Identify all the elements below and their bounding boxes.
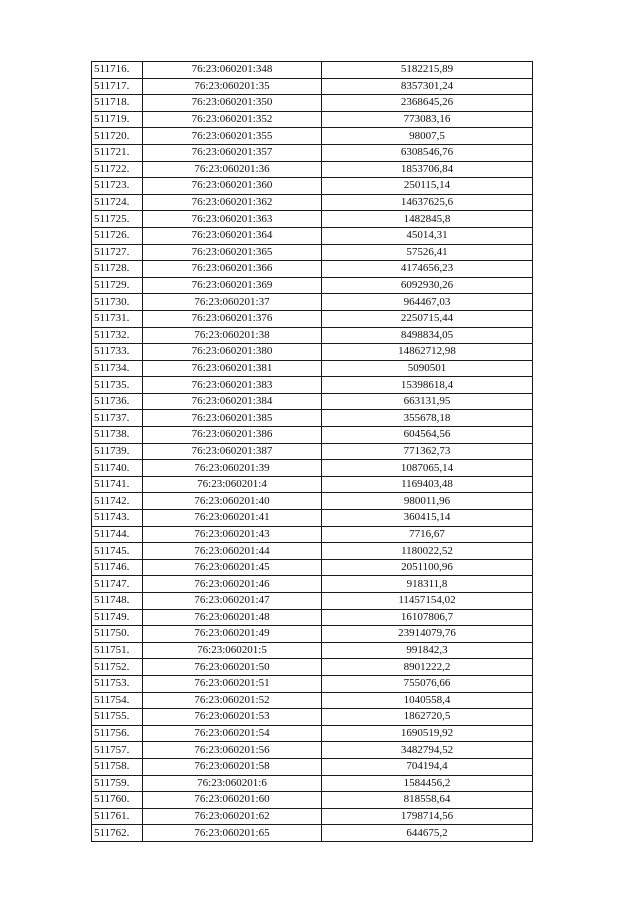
cadastral-value-cell: 1584456,2 <box>322 775 533 792</box>
table-row <box>92 775 533 792</box>
row-number-cell: 511736. <box>92 393 143 410</box>
cadastral-value-cell: 1169403,48 <box>322 476 533 493</box>
cadastral-number-cell: 76:23:060201:60 <box>143 792 322 809</box>
cadastral-value-cell: 1180022,52 <box>322 543 533 560</box>
row-number-cell: 511722. <box>92 161 143 178</box>
row-number-cell: 511752. <box>92 659 143 676</box>
table-row <box>92 675 533 692</box>
cadastral-value-cell: 604564,56 <box>322 427 533 444</box>
cadastral-value-cell: 980011,96 <box>322 493 533 510</box>
cadastral-number-cell: 76:23:060201:350 <box>143 95 322 112</box>
table-row <box>92 194 533 211</box>
row-number-cell: 511730. <box>92 294 143 311</box>
row-number-cell: 511748. <box>92 593 143 610</box>
cadastral-value-cell: 773083,16 <box>322 111 533 128</box>
cadastral-value-cell: 704194,4 <box>322 758 533 775</box>
cadastral-number-cell: 76:23:060201:365 <box>143 244 322 261</box>
row-number-cell: 511739. <box>92 443 143 460</box>
row-number-cell: 511720. <box>92 128 143 145</box>
table-row <box>92 344 533 361</box>
cadastral-number-cell: 76:23:060201:360 <box>143 178 322 195</box>
table-row <box>92 692 533 709</box>
cadastral-number-cell: 76:23:060201:357 <box>143 144 322 161</box>
table-row <box>92 161 533 178</box>
row-number-cell: 511750. <box>92 626 143 643</box>
cadastral-value-cell: 918311,8 <box>322 576 533 593</box>
cadastral-value-cell: 1862720,5 <box>322 709 533 726</box>
cadastral-value-cell: 818558,64 <box>322 792 533 809</box>
cadastral-value-cell: 1482845,8 <box>322 211 533 228</box>
cadastral-number-cell: 76:23:060201:47 <box>143 593 322 610</box>
row-number-cell: 511734. <box>92 360 143 377</box>
cadastral-value-cell: 644675,2 <box>322 825 533 842</box>
cadastral-number-cell: 76:23:060201:49 <box>143 626 322 643</box>
cadastral-number-cell: 76:23:060201:362 <box>143 194 322 211</box>
row-number-cell: 511745. <box>92 543 143 560</box>
cadastral-number-cell: 76:23:060201:366 <box>143 261 322 278</box>
cadastral-value-cell: 15398618,4 <box>322 377 533 394</box>
row-number-cell: 511759. <box>92 775 143 792</box>
cadastral-number-cell: 76:23:060201:48 <box>143 609 322 626</box>
cadastral-value-cell: 11457154,02 <box>322 593 533 610</box>
row-number-cell: 511755. <box>92 709 143 726</box>
row-number-cell: 511741. <box>92 476 143 493</box>
row-number-cell: 511726. <box>92 227 143 244</box>
row-number-cell: 511760. <box>92 792 143 809</box>
cadastral-number-cell: 76:23:060201:348 <box>143 62 322 79</box>
cadastral-value-cell: 1853706,84 <box>322 161 533 178</box>
table-row <box>92 808 533 825</box>
cadastral-number-cell: 76:23:060201:6 <box>143 775 322 792</box>
table-row <box>92 758 533 775</box>
cadastral-value-cell: 355678,18 <box>322 410 533 427</box>
cadastral-value-cell: 14637625,6 <box>322 194 533 211</box>
cadastral-number-cell: 76:23:060201:5 <box>143 642 322 659</box>
cadastral-value-cell: 2368645,26 <box>322 95 533 112</box>
cadastral-number-cell: 76:23:060201:44 <box>143 543 322 560</box>
cadastral-value-cell: 14862712,98 <box>322 344 533 361</box>
cadastral-number-cell: 76:23:060201:363 <box>143 211 322 228</box>
table-row <box>92 377 533 394</box>
row-number-cell: 511746. <box>92 559 143 576</box>
table-row <box>92 62 533 79</box>
table-row <box>92 393 533 410</box>
cadastral-value-cell: 45014,31 <box>322 227 533 244</box>
table-row <box>92 609 533 626</box>
table-row <box>92 310 533 327</box>
row-number-cell: 511729. <box>92 277 143 294</box>
cadastral-value-cell: 16107806,7 <box>322 609 533 626</box>
table-row <box>92 709 533 726</box>
row-number-cell: 511753. <box>92 675 143 692</box>
row-number-cell: 511735. <box>92 377 143 394</box>
table-row <box>92 427 533 444</box>
row-number-cell: 511721. <box>92 144 143 161</box>
table-row <box>92 792 533 809</box>
row-number-cell: 511749. <box>92 609 143 626</box>
cadastral-number-cell: 76:23:060201:54 <box>143 725 322 742</box>
table-row <box>92 725 533 742</box>
cadastral-number-cell: 76:23:060201:386 <box>143 427 322 444</box>
cadastral-number-cell: 76:23:060201:355 <box>143 128 322 145</box>
row-number-cell: 511716. <box>92 62 143 79</box>
row-number-cell: 511743. <box>92 510 143 527</box>
row-number-cell: 511744. <box>92 526 143 543</box>
table-row <box>92 510 533 527</box>
cadastral-number-cell: 76:23:060201:369 <box>143 277 322 294</box>
cadastral-number-cell: 76:23:060201:385 <box>143 410 322 427</box>
table-row <box>92 825 533 842</box>
table-row <box>92 593 533 610</box>
row-number-cell: 511728. <box>92 261 143 278</box>
cadastral-value-cell: 663131,95 <box>322 393 533 410</box>
table-row <box>92 559 533 576</box>
table-row <box>92 144 533 161</box>
row-number-cell: 511733. <box>92 344 143 361</box>
table-row <box>92 277 533 294</box>
row-number-cell: 511758. <box>92 758 143 775</box>
cadastral-number-cell: 76:23:060201:52 <box>143 692 322 709</box>
row-number-cell: 511740. <box>92 460 143 477</box>
table-row <box>92 294 533 311</box>
cadastral-number-cell: 76:23:060201:40 <box>143 493 322 510</box>
cadastral-number-cell: 76:23:060201:4 <box>143 476 322 493</box>
row-number-cell: 511731. <box>92 310 143 327</box>
table-row <box>92 178 533 195</box>
cadastral-value-cell: 360415,14 <box>322 510 533 527</box>
row-number-cell: 511717. <box>92 78 143 95</box>
cadastral-number-cell: 76:23:060201:364 <box>143 227 322 244</box>
cadastral-number-cell: 76:23:060201:56 <box>143 742 322 759</box>
cadastral-number-cell: 76:23:060201:380 <box>143 344 322 361</box>
row-number-cell: 511761. <box>92 808 143 825</box>
cadastral-number-cell: 76:23:060201:38 <box>143 327 322 344</box>
row-number-cell: 511732. <box>92 327 143 344</box>
cadastral-number-cell: 76:23:060201:383 <box>143 377 322 394</box>
table-row <box>92 476 533 493</box>
cadastral-number-cell: 76:23:060201:58 <box>143 758 322 775</box>
table-row <box>92 410 533 427</box>
cadastral-value-cell: 8357301,24 <box>322 78 533 95</box>
table-row <box>92 360 533 377</box>
table-row <box>92 95 533 112</box>
table-row <box>92 642 533 659</box>
row-number-cell: 511742. <box>92 493 143 510</box>
cadastral-value-cell: 755076,66 <box>322 675 533 692</box>
cadastral-value-cell: 98007,5 <box>322 128 533 145</box>
cadastral-value-cell: 23914079,76 <box>322 626 533 643</box>
row-number-cell: 511719. <box>92 111 143 128</box>
cadastral-number-cell: 76:23:060201:387 <box>143 443 322 460</box>
cadastral-number-cell: 76:23:060201:53 <box>143 709 322 726</box>
table-row <box>92 244 533 261</box>
table-row <box>92 111 533 128</box>
table-row <box>92 659 533 676</box>
row-number-cell: 511723. <box>92 178 143 195</box>
cadastral-number-cell: 76:23:060201:37 <box>143 294 322 311</box>
cadastral-number-cell: 76:23:060201:51 <box>143 675 322 692</box>
row-number-cell: 511724. <box>92 194 143 211</box>
table-row <box>92 327 533 344</box>
table-row <box>92 227 533 244</box>
cadastral-value-cell: 8498834,05 <box>322 327 533 344</box>
row-number-cell: 511718. <box>92 95 143 112</box>
table-row <box>92 211 533 228</box>
row-number-cell: 511727. <box>92 244 143 261</box>
table-row <box>92 576 533 593</box>
cadastral-number-cell: 76:23:060201:41 <box>143 510 322 527</box>
cadastral-number-cell: 76:23:060201:65 <box>143 825 322 842</box>
cadastral-value-cell: 2250715,44 <box>322 310 533 327</box>
cadastral-value-cell: 2051100,96 <box>322 559 533 576</box>
row-number-cell: 511738. <box>92 427 143 444</box>
cadastral-value-cell: 771362,73 <box>322 443 533 460</box>
cadastral-value-cell: 1798714,56 <box>322 808 533 825</box>
cadastral-number-cell: 76:23:060201:381 <box>143 360 322 377</box>
table-row <box>92 626 533 643</box>
table-row <box>92 493 533 510</box>
row-number-cell: 511737. <box>92 410 143 427</box>
cadastral-value-cell: 991842,3 <box>322 642 533 659</box>
row-number-cell: 511757. <box>92 742 143 759</box>
cadastral-number-cell: 76:23:060201:376 <box>143 310 322 327</box>
cadastral-value-cell: 1040558,4 <box>322 692 533 709</box>
row-number-cell: 511762. <box>92 825 143 842</box>
cadastral-value-cell: 6092930,26 <box>322 277 533 294</box>
cadastral-value-cell: 250115,14 <box>322 178 533 195</box>
table-row <box>92 128 533 145</box>
row-number-cell: 511725. <box>92 211 143 228</box>
row-number-cell: 511751. <box>92 642 143 659</box>
cadastral-value-cell: 1690519,92 <box>322 725 533 742</box>
cadastral-value-cell: 6308546,76 <box>322 144 533 161</box>
table-row <box>92 460 533 477</box>
cadastral-value-cell: 4174656,23 <box>322 261 533 278</box>
cadastral-value-cell: 964467,03 <box>322 294 533 311</box>
row-number-cell: 511754. <box>92 692 143 709</box>
cadastral-number-cell: 76:23:060201:50 <box>143 659 322 676</box>
cadastral-value-cell: 8901222,2 <box>322 659 533 676</box>
table-row <box>92 543 533 560</box>
cadastral-number-cell: 76:23:060201:62 <box>143 808 322 825</box>
table-row <box>92 261 533 278</box>
cadastral-number-cell: 76:23:060201:36 <box>143 161 322 178</box>
cadastral-value-cell: 7716,67 <box>322 526 533 543</box>
table-row <box>92 78 533 95</box>
table-row <box>92 526 533 543</box>
cadastral-value-table <box>91 61 533 842</box>
table-row <box>92 742 533 759</box>
cadastral-value-cell: 3482794,52 <box>322 742 533 759</box>
cadastral-value-cell: 5090501 <box>322 360 533 377</box>
row-number-cell: 511756. <box>92 725 143 742</box>
cadastral-number-cell: 76:23:060201:45 <box>143 559 322 576</box>
table-row <box>92 443 533 460</box>
row-number-cell: 511747. <box>92 576 143 593</box>
cadastral-number-cell: 76:23:060201:43 <box>143 526 322 543</box>
cadastral-number-cell: 76:23:060201:46 <box>143 576 322 593</box>
cadastral-value-cell: 57526,41 <box>322 244 533 261</box>
cadastral-number-cell: 76:23:060201:39 <box>143 460 322 477</box>
cadastral-number-cell: 76:23:060201:352 <box>143 111 322 128</box>
cadastral-value-cell: 5182215,89 <box>322 62 533 79</box>
cadastral-number-cell: 76:23:060201:35 <box>143 78 322 95</box>
cadastral-value-cell: 1087065,14 <box>322 460 533 477</box>
cadastral-number-cell: 76:23:060201:384 <box>143 393 322 410</box>
table-body <box>92 62 533 842</box>
